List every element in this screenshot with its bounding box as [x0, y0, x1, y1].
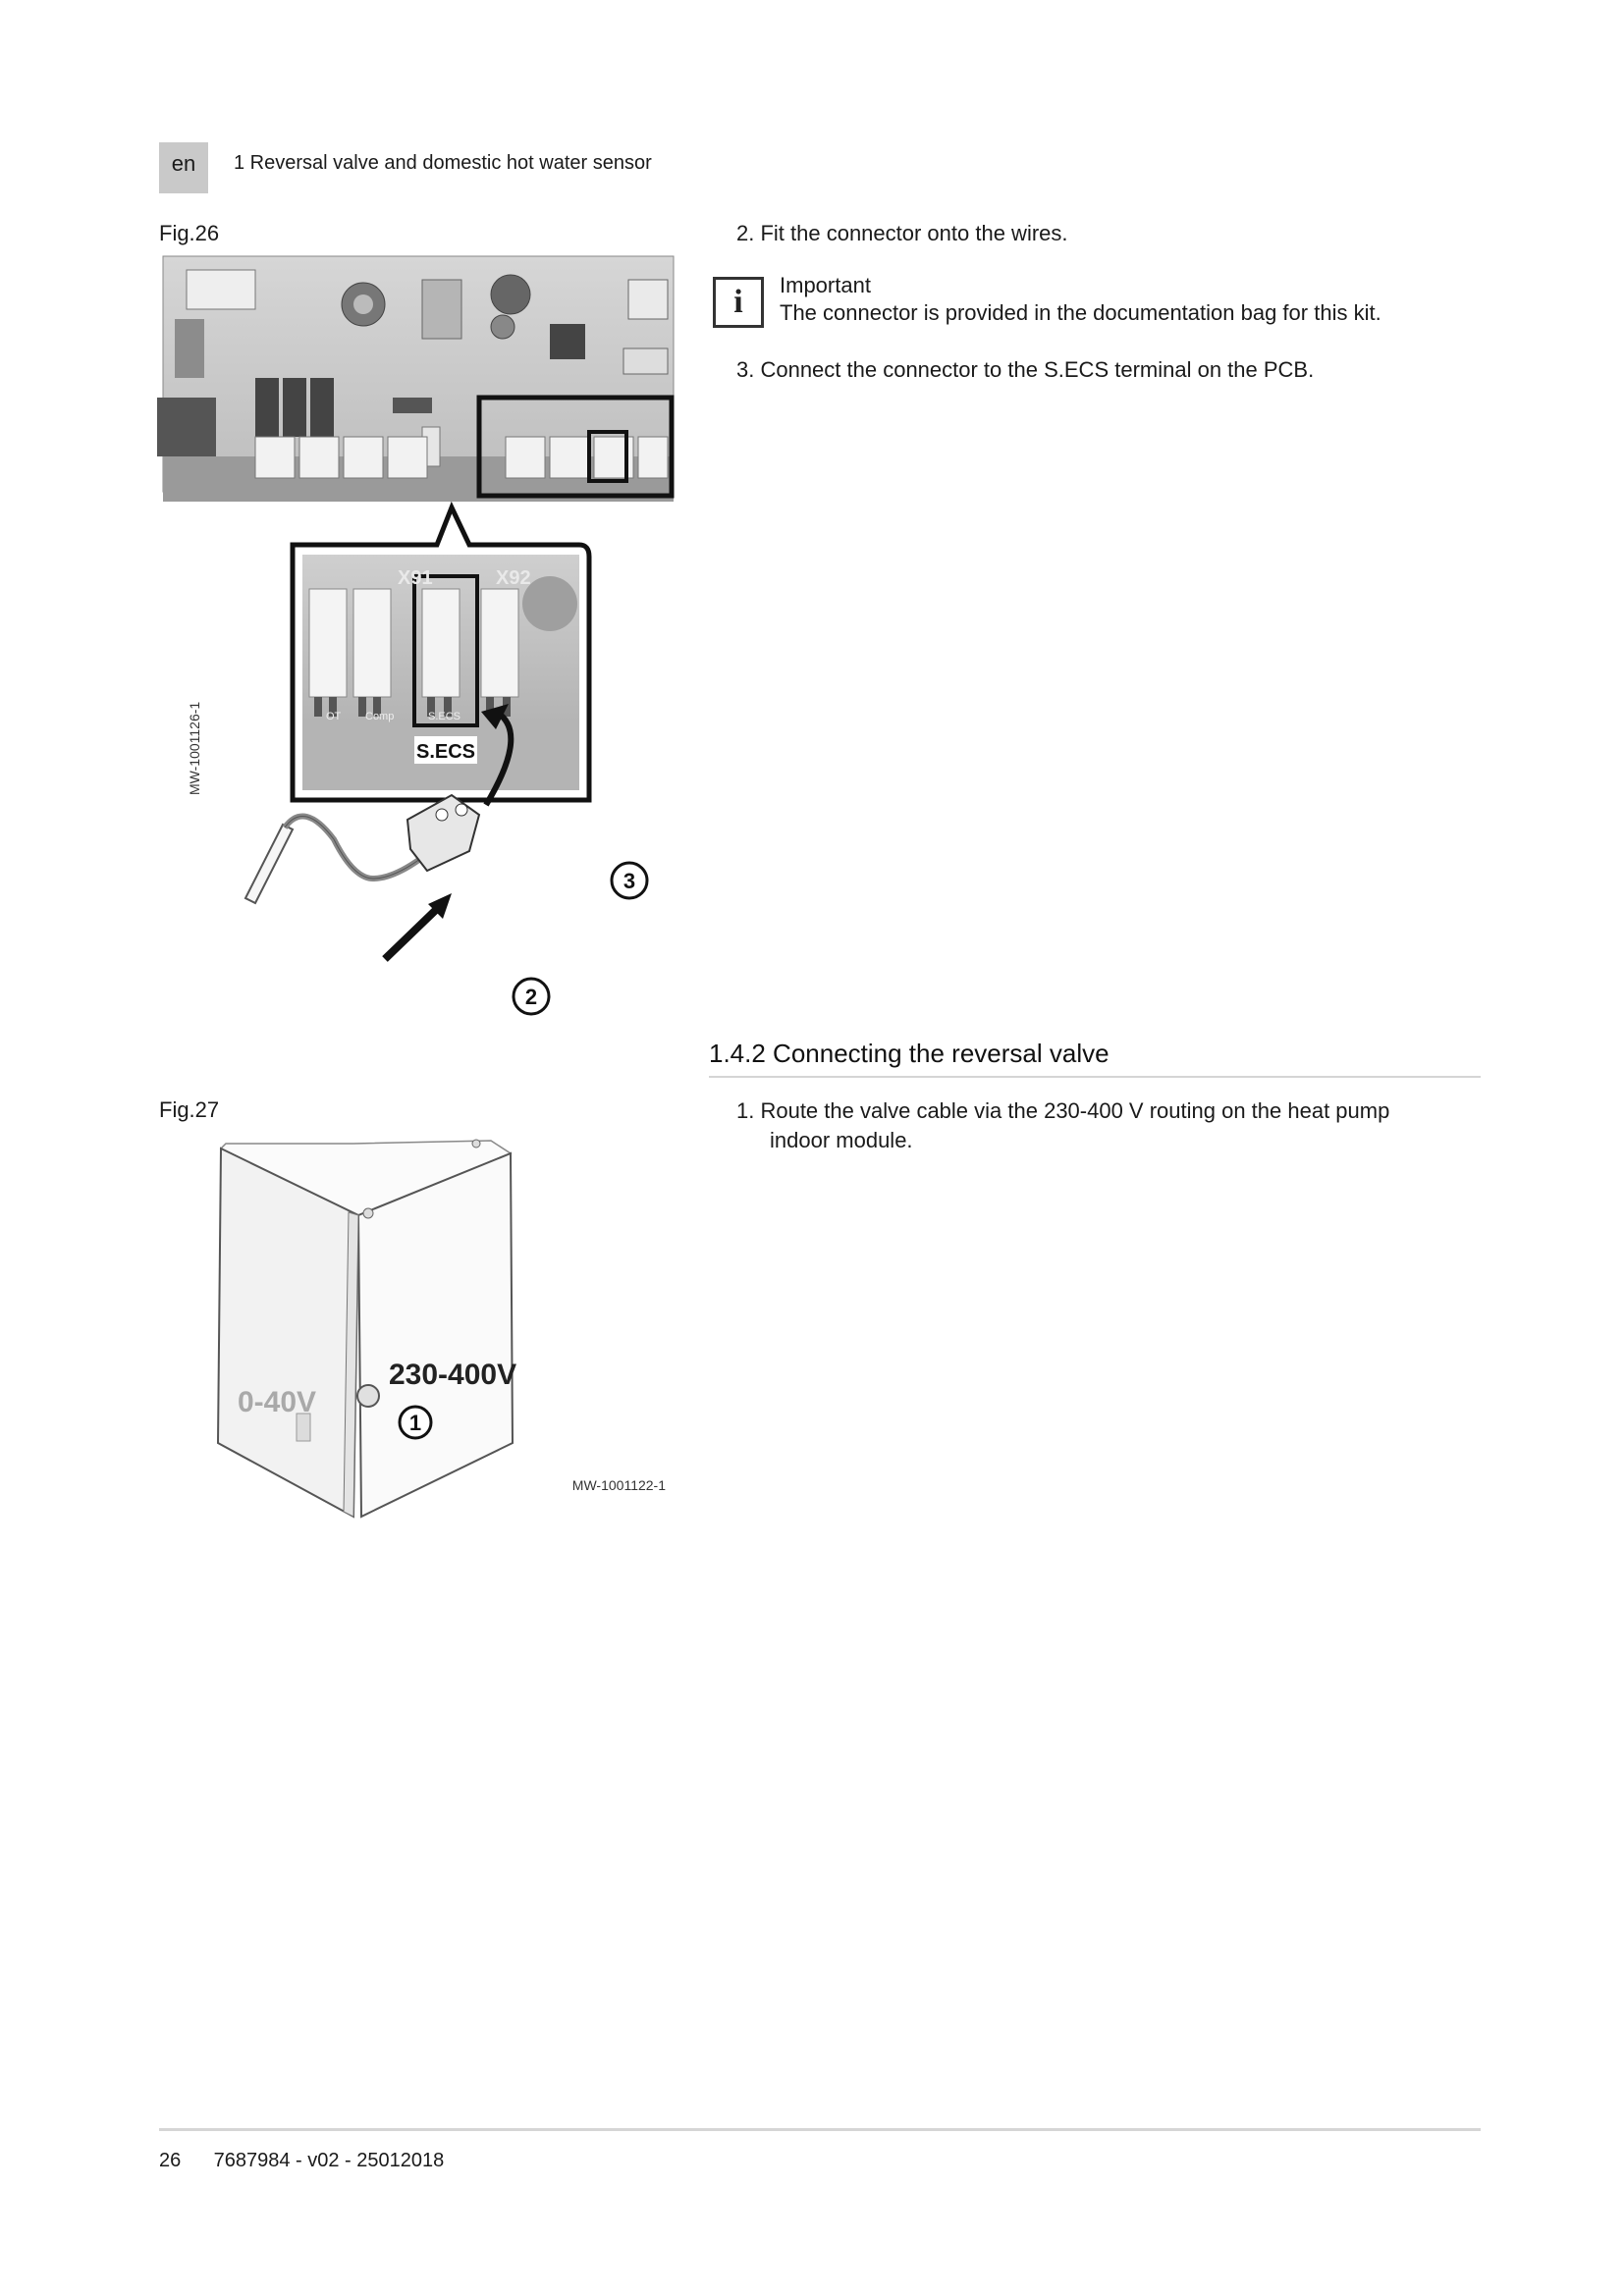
board-label-comp: Comp [365, 711, 395, 722]
zoom-callout [293, 507, 589, 800]
step-marker-1 [400, 1407, 431, 1438]
label-0-40v: 0-40V [238, 1386, 317, 1418]
pcb-board [157, 256, 674, 502]
board-label-x92: X92 [496, 567, 531, 589]
temperature-sensor-with-connector [245, 795, 479, 903]
step-marker-1-label: 1 [408, 1411, 422, 1435]
section-heading: 1.4.2 Connecting the reversal valve [709, 1039, 1110, 1068]
figure-27-label: Fig.27 [159, 1097, 220, 1122]
figure-27-reference-code: MW-1001122-1 [571, 1477, 666, 1493]
board-label-ot: OT [326, 711, 342, 722]
running-header: 1 Reversal valve and domestic hot water sensor [234, 152, 652, 174]
note-title: Important [780, 273, 871, 297]
step-marker-3-label: 3 [623, 869, 636, 893]
footer-divider [159, 2128, 1481, 2131]
footer-document-code: 26 7687984 - v02 - 25012018 [159, 2150, 445, 2171]
step-marker-2-label: 2 [524, 985, 538, 1009]
board-label-secs: S.ECS [428, 711, 461, 722]
step-2: 2. Fit the connector onto the wires. [736, 221, 1068, 245]
secs-callout-label: S.ECS [415, 741, 476, 763]
figure-26-label: Fig.26 [159, 221, 220, 245]
label-230-400v: 230-400V [389, 1359, 517, 1391]
section-divider [709, 1076, 1481, 1078]
step-3: 3. Connect the connector to the S.ECS terminal on the PCB. [736, 357, 1315, 382]
figure-26-illustration [157, 250, 687, 1026]
figure-27-illustration [196, 1119, 687, 1531]
figure-26-reference-code: MW-1001126-1 [187, 701, 202, 795]
section-step-1-line-1: 1. Route the valve cable via the 230-400 V routing on the heat pump [736, 1098, 1390, 1123]
indoor-module-housing [218, 1140, 513, 1517]
language-tab: en [159, 142, 208, 193]
step-marker-3 [612, 863, 647, 898]
info-icon: i [713, 277, 764, 328]
note-body: The connector is provided in the documentation bag for this kit. [780, 300, 1381, 325]
board-label-x91: X91 [398, 567, 433, 589]
section-step-1-line-2: indoor module. [770, 1128, 913, 1152]
step-marker-2 [514, 979, 549, 1014]
